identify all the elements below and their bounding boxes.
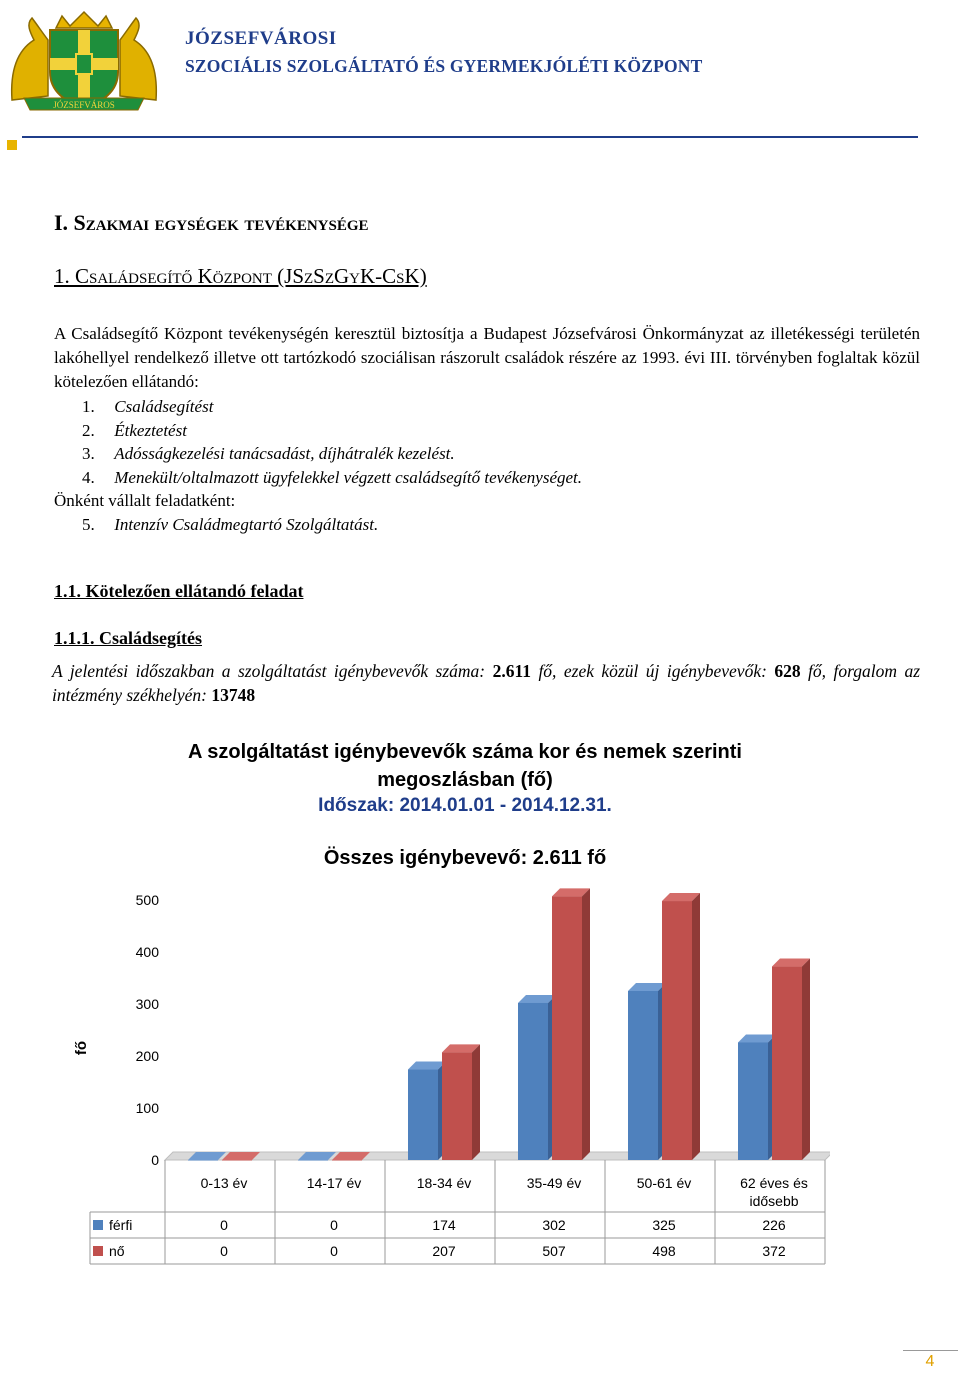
bar-side-face	[472, 1044, 480, 1160]
bar-ferfi	[738, 1042, 768, 1160]
list-item: 5. Intenzív Családmegtartó Szolgáltatást.	[82, 514, 379, 534]
chart-floor	[165, 1152, 830, 1160]
list-item: 3. Adósságkezelési tanácsadást, díjhátralék kezelést.	[82, 444, 455, 463]
logo-ribbon-text: JÓZSEFVÁROS	[53, 100, 115, 110]
x-tick-label: 14-17 év	[306, 1175, 362, 1191]
table-value: 0	[330, 1243, 338, 1259]
header-rule	[22, 136, 918, 138]
org-line-1: JÓZSEFVÁROSI	[185, 28, 337, 49]
x-tick-label: idősebb	[749, 1193, 799, 1209]
y-tick-label: 0	[151, 1152, 159, 1168]
y-tick-label: 400	[135, 944, 159, 960]
section-heading: I. Szakmai egységek tevékenysége	[54, 210, 369, 235]
coat-of-arms-logo	[4, 10, 164, 114]
chart-period: Időszak: 2014.01.01 - 2014.12.31.	[318, 795, 612, 816]
intro-paragraph: A Családsegítő Központ tevékenységén keresztül biztosítja a Budapest Józsefvárosi Önkormányzat az illetékességi területén lakóhellyel rendelkező illetve ott tartózkodó szociálisan rászorult családok részére az 1993. évi III. törvényben foglaltak közül kötelezően ellátandó:	[54, 324, 920, 391]
subsection-heading: 1. Családsegítő Központ (JSzSzGyK-CsK)	[54, 264, 427, 288]
table-value: 0	[220, 1217, 228, 1233]
table-value: 302	[542, 1217, 566, 1233]
bar-ferfi	[408, 1070, 438, 1160]
legend-swatch	[93, 1220, 103, 1230]
legend-label: nő	[109, 1243, 125, 1259]
report-paragraph: A jelentési időszakban a szolgáltatást igénybevevők száma: 2.611 fő, ezek közül új igénybevevők: 628 fő, forgalom az intézmény székhelyén: 13748	[52, 661, 920, 705]
voluntary-label: Önként vállalt feladatként:	[54, 491, 236, 510]
subsection-heading-1-1: 1.1. Kötelezően ellátandó feladat	[54, 581, 304, 601]
table-value: 174	[432, 1217, 456, 1233]
x-tick-label: 50-61 év	[636, 1175, 692, 1191]
chart-title: A szolgáltatást igénybevevők száma kor és nemek szerinti megoszlásban (fő)	[188, 741, 742, 791]
y-tick-label: 200	[135, 1048, 159, 1064]
x-tick-label: 18-34 év	[416, 1175, 472, 1191]
bar-ferfi	[518, 1003, 548, 1160]
table-value: 325	[652, 1217, 676, 1233]
organization-name	[185, 28, 703, 77]
bar-side-face	[802, 959, 810, 1160]
table-value: 498	[652, 1243, 676, 1259]
age-gender-bar-chart	[70, 880, 830, 1280]
bar-side-face	[692, 893, 700, 1160]
bar-side-face	[582, 888, 590, 1160]
bar-no	[552, 896, 582, 1160]
bar-ferfi	[628, 991, 658, 1160]
list-item: 2. Étkeztetést	[82, 420, 187, 440]
y-tick-label: 100	[135, 1100, 159, 1116]
bar-ferfi	[188, 1160, 218, 1161]
table-value: 0	[220, 1243, 228, 1259]
list-item: 1. Családsegítést	[82, 397, 214, 416]
page-number: 4	[925, 1353, 935, 1370]
x-tick-label: 0-13 év	[200, 1175, 248, 1191]
bar-no	[442, 1052, 472, 1160]
legend-swatch	[93, 1246, 103, 1256]
bar-no	[662, 901, 692, 1160]
x-tick-label: 35-49 év	[526, 1175, 582, 1191]
accent-square	[7, 140, 17, 150]
bar-no	[222, 1160, 252, 1161]
page-number-rule	[903, 1350, 958, 1351]
task-list	[54, 395, 582, 536]
legend-label: férfi	[109, 1217, 133, 1233]
table-value: 372	[762, 1243, 786, 1259]
y-axis-label: fő	[73, 1040, 90, 1056]
y-tick-label: 500	[135, 892, 159, 908]
bar-no	[332, 1160, 362, 1161]
table-value: 0	[330, 1217, 338, 1233]
y-tick-label: 300	[135, 996, 159, 1012]
bar-no	[772, 967, 802, 1160]
chart-total: Összes igénybevevő: 2.611 fő	[323, 847, 607, 869]
table-value: 507	[542, 1243, 566, 1259]
org-line-2: SZOCIÁLIS SZOLGÁLTATÓ ÉS GYERMEKJÓLÉTI KÖZPONT	[185, 56, 703, 76]
table-value: 207	[432, 1243, 456, 1259]
subsection-heading-1-1-1: 1.1.1. Családsegítés	[54, 628, 202, 648]
x-tick-label: 62 éves és	[740, 1175, 808, 1191]
bar-ferfi	[298, 1160, 328, 1161]
table-value: 226	[762, 1217, 786, 1233]
list-item: 4. Menekült/oltalmazott ügyfelekkel végzett családsegítő tevékenységet.	[82, 467, 583, 487]
